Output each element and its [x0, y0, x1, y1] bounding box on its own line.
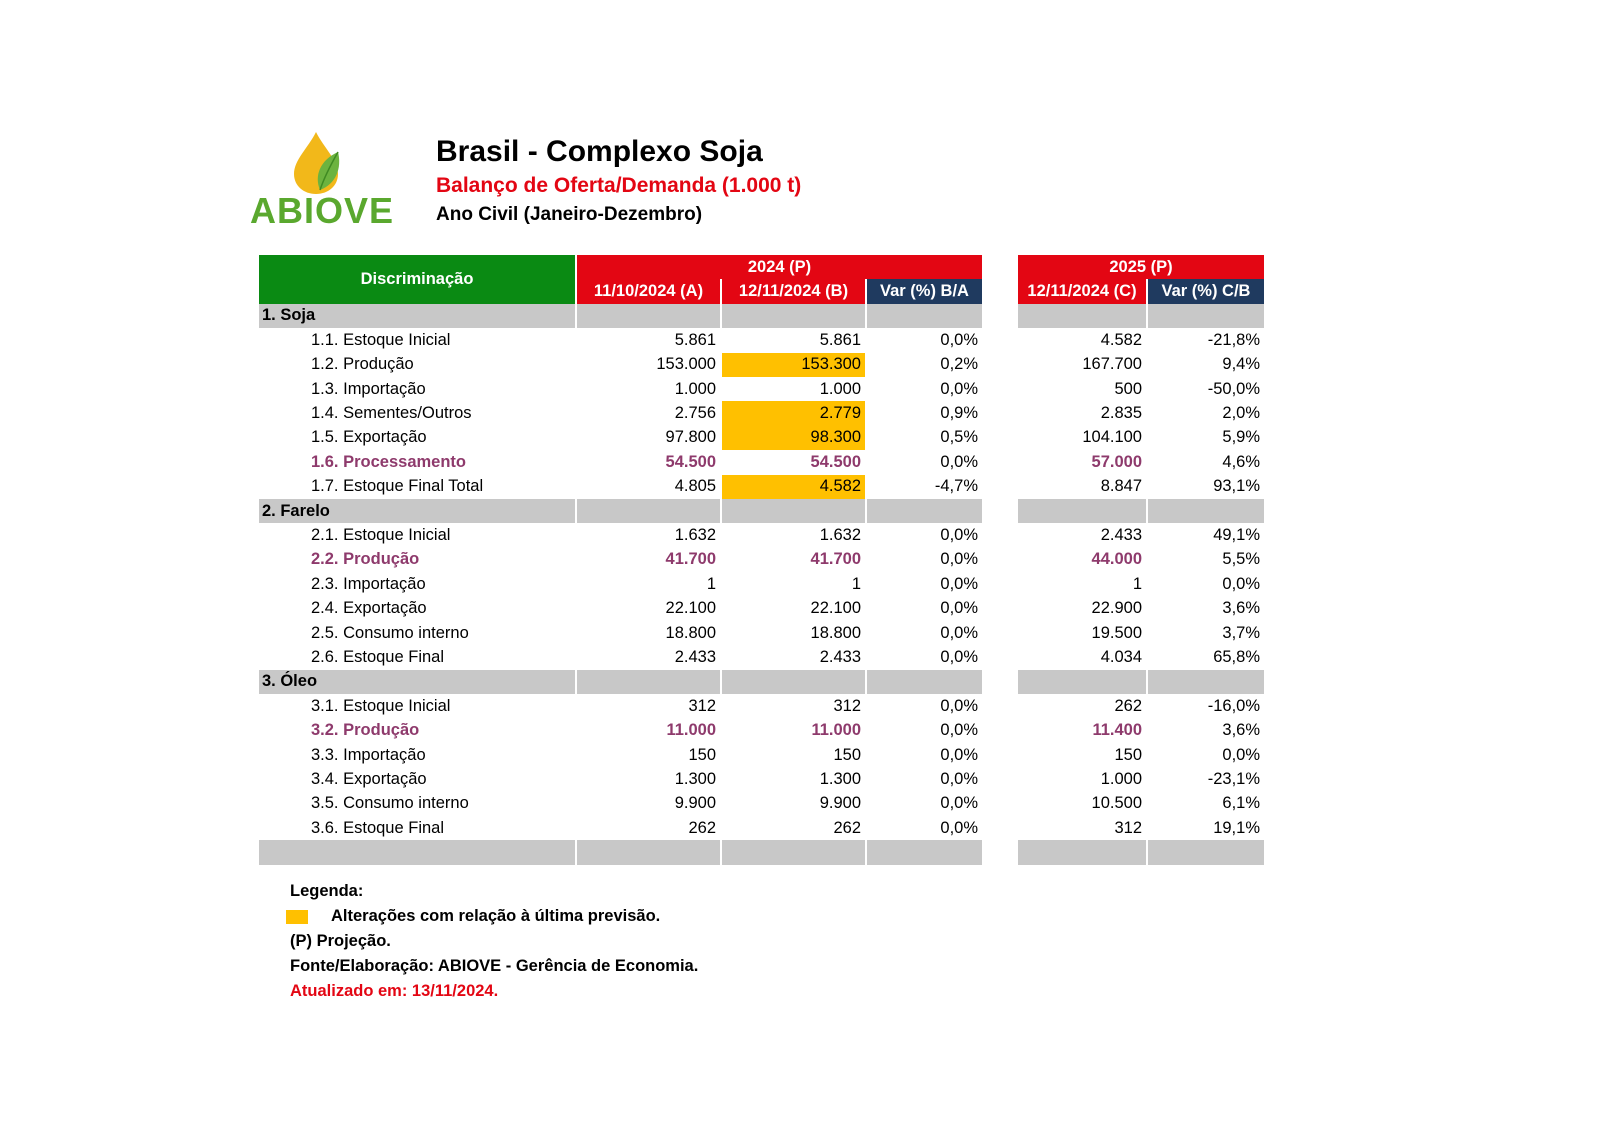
column-gap	[984, 572, 1016, 596]
row-label: 2.1. Estoque Inicial	[311, 525, 451, 544]
var-ba: 0,0%	[940, 818, 978, 837]
value-b: 5.861	[819, 330, 861, 349]
abiove-logo	[250, 130, 395, 231]
value-b: 1.300	[819, 769, 861, 788]
header-group-2025: 2025 (P)	[1018, 255, 1264, 279]
table-row	[259, 743, 1264, 767]
value-c: 500	[1114, 379, 1142, 398]
value-a: 2.433	[674, 647, 716, 666]
grey-cell	[1018, 840, 1146, 864]
value-a: 5.861	[674, 330, 716, 349]
row-label: 3.2. Produção	[311, 721, 420, 740]
column-gap	[984, 767, 1016, 791]
value-c: 150	[1114, 745, 1142, 764]
column-gap	[984, 279, 1016, 303]
grey-cell	[1148, 840, 1264, 864]
value-b: 22.100	[810, 599, 861, 618]
var-cb: -23,1%	[1207, 769, 1260, 788]
table-row	[259, 426, 1264, 450]
value-c: 1	[1132, 574, 1142, 593]
column-gap	[984, 548, 1016, 572]
column-gap	[984, 304, 1016, 328]
section-label: 2. Farelo	[259, 499, 575, 523]
column-gap	[984, 255, 1016, 279]
section-row	[259, 499, 1264, 523]
value-b: 2.779	[722, 401, 865, 425]
var-cb: 65,8%	[1213, 647, 1260, 666]
value-a: 11.000	[666, 721, 716, 740]
var-cb: 4,6%	[1222, 452, 1260, 471]
var-ba: 0,0%	[940, 379, 978, 398]
value-a: 22.100	[665, 599, 716, 618]
value-c: 104.100	[1082, 428, 1142, 447]
header-discriminacao: Discriminação	[259, 255, 575, 304]
var-ba: 0,2%	[940, 355, 978, 374]
column-gap	[984, 840, 1016, 864]
var-ba: 0,0%	[940, 452, 978, 471]
table-row	[259, 572, 1264, 596]
column-gap	[984, 353, 1016, 377]
grey-cell	[1018, 304, 1146, 328]
grey-cell	[1018, 499, 1146, 523]
value-b: 11.000	[811, 721, 861, 740]
value-a: 262	[688, 818, 716, 837]
table-row	[259, 353, 1264, 377]
header-col-ba: Var (%) B/A	[867, 279, 982, 303]
value-b: 1.000	[819, 379, 861, 398]
row-label: 1.5. Exportação	[311, 428, 427, 447]
var-ba: 0,0%	[940, 721, 978, 740]
row-label: 3.6. Estoque Final	[311, 818, 444, 837]
legend-title: Legenda:	[290, 882, 364, 900]
grey-cell	[722, 499, 865, 523]
var-ba: 0,0%	[940, 623, 978, 642]
grey-cell	[1148, 304, 1264, 328]
var-ba: 0,0%	[940, 745, 978, 764]
var-cb: 9,4%	[1222, 355, 1260, 374]
value-a: 4.805	[674, 477, 716, 496]
value-a: 9.900	[674, 794, 716, 813]
var-cb: 0,0%	[1222, 574, 1260, 593]
column-gap	[984, 596, 1016, 620]
value-b: 2.433	[819, 647, 861, 666]
legend-swatch-text: Alterações com relação à última previsão.	[331, 907, 661, 925]
legend-source: Fonte/Elaboração: ABIOVE - Gerência de Economia.	[290, 957, 699, 975]
header-row-1	[259, 255, 1264, 279]
var-cb: 3,6%	[1222, 721, 1260, 740]
var-cb: -16,0%	[1207, 696, 1260, 715]
table-row	[259, 718, 1264, 742]
row-label: 3.3. Importação	[311, 745, 426, 764]
value-b: 4.582	[722, 475, 865, 499]
grey-cell	[1148, 670, 1264, 694]
grey-cell	[867, 499, 982, 523]
header-col-a: 11/10/2024 (A)	[577, 279, 720, 303]
column-gap	[984, 499, 1016, 523]
table-row	[259, 401, 1264, 425]
section-label: 1. Soja	[259, 304, 575, 328]
value-a: 1.632	[674, 525, 716, 544]
value-b: 262	[833, 818, 861, 837]
var-cb: 2,0%	[1222, 404, 1260, 423]
highlight-swatch-icon	[286, 910, 308, 924]
balance-table	[257, 255, 1266, 865]
legend-updated: Atualizado em: 13/11/2024.	[290, 982, 499, 1000]
value-b: 18.800	[810, 623, 861, 642]
page-subtitle: Balanço de Oferta/Demanda (1.000 t)	[436, 174, 802, 197]
value-a: 2.756	[674, 404, 716, 423]
table-row	[259, 645, 1264, 669]
grey-cell	[722, 840, 865, 864]
section-row	[259, 670, 1264, 694]
var-cb: 6,1%	[1222, 794, 1260, 813]
table-row	[259, 792, 1264, 816]
value-b: 98.300	[722, 426, 865, 450]
var-cb: -21,8%	[1207, 330, 1260, 349]
legend-swatch-row	[286, 904, 698, 929]
value-b: 54.500	[810, 452, 861, 471]
value-a: 312	[688, 696, 716, 715]
column-gap	[984, 694, 1016, 718]
value-c: 4.034	[1100, 647, 1142, 666]
value-b: 9.900	[819, 794, 861, 813]
legend-projection: (P) Projeção.	[290, 932, 391, 950]
column-gap	[984, 401, 1016, 425]
value-c: 57.000	[1091, 452, 1142, 471]
var-ba: 0,9%	[940, 404, 978, 423]
value-a: 1	[706, 574, 716, 593]
column-gap	[984, 377, 1016, 401]
value-a: 1.300	[674, 769, 716, 788]
row-label: 1.4. Sementes/Outros	[311, 404, 472, 423]
row-label: 1.2. Produção	[311, 355, 414, 374]
value-c: 2.433	[1100, 525, 1142, 544]
value-c: 1.000	[1100, 769, 1142, 788]
value-a: 150	[688, 745, 716, 764]
row-label: 2.5. Consumo interno	[311, 623, 469, 642]
var-ba: 0,0%	[940, 525, 978, 544]
value-b: 312	[833, 696, 861, 715]
row-label: 2.2. Produção	[311, 550, 420, 569]
column-gap	[984, 670, 1016, 694]
table-row	[259, 816, 1264, 840]
column-gap	[984, 328, 1016, 352]
row-label: 3.1. Estoque Inicial	[311, 696, 451, 715]
grey-cell	[577, 304, 720, 328]
table-row	[259, 694, 1264, 718]
var-cb: 93,1%	[1213, 477, 1260, 496]
value-b: 1	[851, 574, 861, 593]
header-col-c: 12/11/2024 (C)	[1018, 279, 1146, 303]
row-label: 3.5. Consumo interno	[311, 794, 469, 813]
grey-cell	[867, 304, 982, 328]
legend	[290, 879, 698, 1004]
var-cb: 3,7%	[1222, 623, 1260, 642]
var-ba: 0,0%	[940, 647, 978, 666]
page-title: Brasil - Complexo Soja	[436, 135, 763, 168]
table-row	[259, 596, 1264, 620]
header-col-cb: Var (%) C/B	[1148, 279, 1264, 303]
var-ba: -4,7%	[934, 477, 978, 496]
footer-grey-row	[259, 840, 1264, 864]
var-cb: 5,5%	[1222, 550, 1260, 569]
value-c: 22.900	[1091, 599, 1142, 618]
row-label: 2.3. Importação	[311, 574, 426, 593]
value-b: 41.700	[810, 550, 861, 569]
var-cb: 0,0%	[1222, 745, 1260, 764]
grey-cell	[867, 840, 982, 864]
table-row	[259, 328, 1264, 352]
column-gap	[984, 645, 1016, 669]
column-gap	[984, 450, 1016, 474]
section-label: 3. Óleo	[259, 670, 575, 694]
row-label: 1.3. Importação	[311, 379, 426, 398]
value-c: 11.400	[1092, 721, 1142, 740]
table-row	[259, 621, 1264, 645]
report-titles	[436, 135, 801, 229]
column-gap	[984, 475, 1016, 499]
value-b: 153.300	[722, 353, 865, 377]
value-a: 41.700	[665, 550, 716, 569]
column-gap	[984, 743, 1016, 767]
value-c: 19.500	[1091, 623, 1142, 642]
column-gap	[984, 621, 1016, 645]
var-ba: 0,0%	[940, 794, 978, 813]
value-b: 1.632	[819, 525, 861, 544]
var-cb: 5,9%	[1222, 428, 1260, 447]
section-row	[259, 304, 1264, 328]
row-label: 1.7. Estoque Final Total	[311, 477, 484, 496]
var-ba: 0,0%	[940, 330, 978, 349]
column-gap	[984, 816, 1016, 840]
var-ba: 0,0%	[940, 769, 978, 788]
var-ba: 0,0%	[940, 550, 978, 569]
grey-cell	[577, 499, 720, 523]
column-gap	[984, 718, 1016, 742]
value-c: 312	[1114, 818, 1142, 837]
value-a: 153.000	[656, 355, 716, 374]
grey-cell	[1018, 670, 1146, 694]
header-group-2024: 2024 (P)	[577, 255, 982, 279]
value-a: 1.000	[674, 379, 716, 398]
grey-cell	[577, 840, 720, 864]
grey-cell	[1148, 499, 1264, 523]
value-c: 10.500	[1091, 794, 1142, 813]
value-c: 44.000	[1091, 550, 1142, 569]
section-label	[259, 840, 575, 864]
var-cb: 49,1%	[1213, 525, 1260, 544]
row-label: 3.4. Exportação	[311, 769, 427, 788]
table-row	[259, 523, 1264, 547]
column-gap	[984, 426, 1016, 450]
row-label: 1.1. Estoque Inicial	[311, 330, 451, 349]
var-cb: -50,0%	[1207, 379, 1260, 398]
value-c: 167.700	[1082, 355, 1142, 374]
balance-table-body	[259, 255, 1264, 865]
grey-cell	[722, 304, 865, 328]
table-row	[259, 548, 1264, 572]
value-a: 97.800	[665, 428, 716, 447]
table-row	[259, 450, 1264, 474]
value-a: 18.800	[665, 623, 716, 642]
period-label: Ano Civil (Janeiro-Dezembro)	[436, 204, 703, 225]
value-b: 150	[833, 745, 861, 764]
grey-cell	[577, 670, 720, 694]
grey-cell	[867, 670, 982, 694]
row-label: 2.6. Estoque Final	[311, 647, 444, 666]
value-c: 4.582	[1100, 330, 1142, 349]
var-ba: 0,0%	[940, 574, 978, 593]
table-row	[259, 475, 1264, 499]
logo-wordmark: ABIOVE	[250, 190, 395, 231]
var-ba: 0,0%	[940, 696, 978, 715]
value-a: 54.500	[665, 452, 716, 471]
header-col-b: 12/11/2024 (B)	[722, 279, 865, 303]
table-row	[259, 377, 1264, 401]
value-c: 262	[1114, 696, 1142, 715]
table-row	[259, 767, 1264, 791]
value-c: 2.835	[1100, 404, 1142, 423]
var-cb: 19,1%	[1213, 818, 1260, 837]
column-gap	[984, 792, 1016, 816]
var-ba: 0,5%	[940, 428, 978, 447]
value-c: 8.847	[1100, 477, 1142, 496]
column-gap	[984, 523, 1016, 547]
var-cb: 3,6%	[1222, 599, 1260, 618]
grey-cell	[722, 670, 865, 694]
row-label: 2.4. Exportação	[311, 599, 427, 618]
var-ba: 0,0%	[940, 599, 978, 618]
row-label: 1.6. Processamento	[311, 452, 466, 471]
